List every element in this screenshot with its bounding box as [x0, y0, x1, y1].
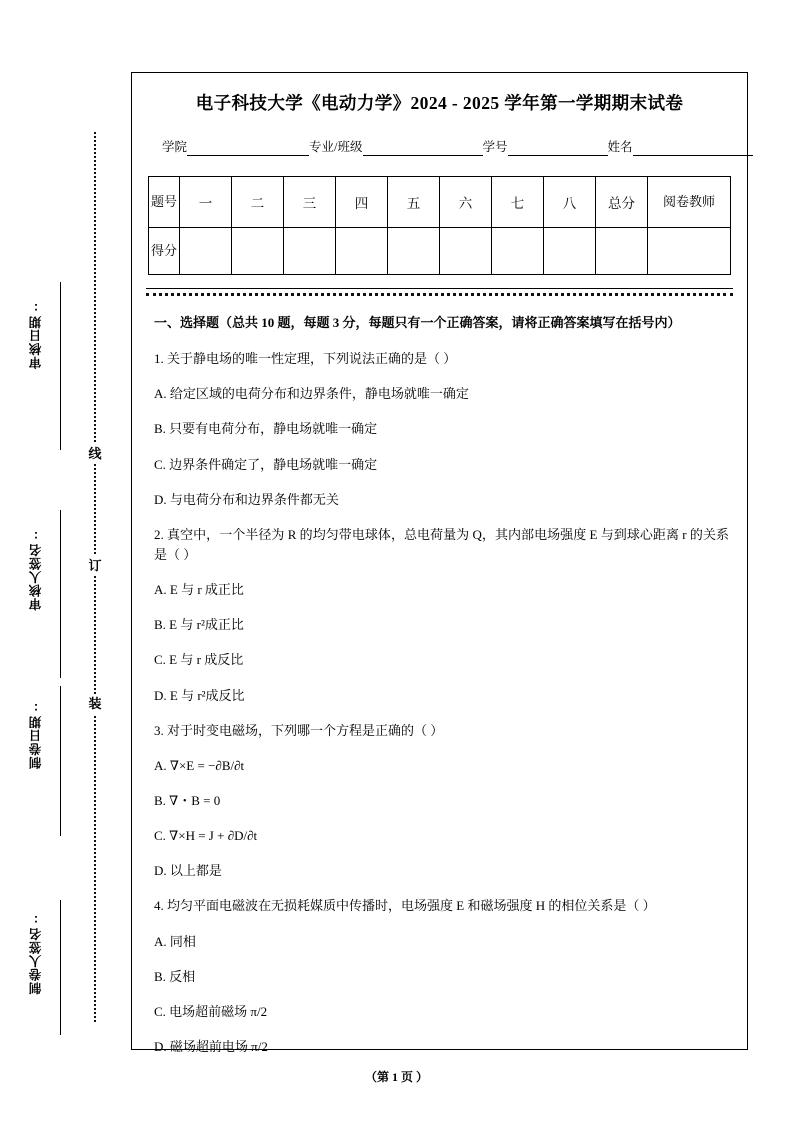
question-4-option-a[interactable]: A. 同相	[154, 933, 196, 949]
score-col-5: 五	[388, 177, 440, 228]
question-2-stem: 2. 真空中，一个半径为 R 的均匀带电球体，总电荷量为 Q，其内部电场强度 E 与到球心距离 r 的关系是（ ）	[154, 526, 729, 562]
question-3-option-d[interactable]: D. 以上都是	[154, 863, 222, 879]
field-major-class-input[interactable]	[363, 142, 483, 156]
score-col-4: 四	[336, 177, 388, 228]
score-table-header-row	[149, 177, 731, 228]
question-4-option-b[interactable]: B. 反相	[154, 968, 196, 984]
question-2-option-d[interactable]: D. E 与 r²成反比	[154, 687, 245, 703]
question-4-option-c[interactable]: C. 电场超前磁场 π/2	[154, 1003, 268, 1019]
question-body	[154, 313, 729, 1057]
score-table-value-row	[149, 228, 731, 275]
question-1-stem: 1. 关于静电场的唯一性定理，下列说法正确的是（ ）	[154, 351, 457, 367]
score-value-1[interactable]	[180, 228, 232, 275]
score-value-5[interactable]	[388, 228, 440, 275]
question-3-option-a[interactable]: A. ∇×E = −∂B/∂t	[154, 757, 245, 773]
question-1-option-d[interactable]: D. 与电荷分布和边界条件都无关	[154, 491, 339, 507]
margin-divider-2	[60, 510, 61, 678]
field-college[interactable]	[162, 137, 309, 156]
question-3-option-c[interactable]: C. ∇×H = J + ∂D/∂t	[154, 828, 258, 844]
field-college-input[interactable]	[187, 142, 309, 156]
question-2-option-c[interactable]: C. E 与 r 成反比	[154, 652, 244, 668]
score-col-6: 六	[440, 177, 492, 228]
margin-label-preparer-signature: 制卷人签名:	[29, 912, 43, 995]
field-major-class-label: 专业/班级	[309, 140, 363, 154]
score-value-7[interactable]	[492, 228, 544, 275]
question-1-option-a[interactable]: A. 给定区域的电荷分布和边界条件，静电场就唯一确定	[154, 386, 469, 402]
field-student-id-input[interactable]	[508, 142, 608, 156]
field-name[interactable]	[608, 137, 753, 156]
margin-divider-4	[60, 900, 61, 1035]
margin-label-review-date: 审核日期:	[29, 300, 43, 369]
score-table	[148, 176, 731, 275]
field-student-id-label: 学号	[482, 140, 508, 154]
separator-solid	[146, 288, 733, 289]
margin-divider-1	[60, 282, 61, 450]
score-col-8: 八	[544, 177, 596, 228]
score-col-total: 总分	[596, 177, 648, 228]
margin-label-prepare-date: 制卷日期:	[29, 700, 43, 769]
binding-dotted-line	[94, 132, 96, 1022]
score-value-4[interactable]	[336, 228, 388, 275]
question-2-option-b[interactable]: B. E 与 r²成正比	[154, 617, 244, 633]
score-table-row-header-score: 得分	[149, 228, 180, 275]
seal-char-line: 线	[86, 444, 104, 464]
margin-label-reviewer-signature: 审核人签名:	[29, 528, 43, 611]
score-col-3: 三	[284, 177, 336, 228]
question-2-option-a[interactable]: A. E 与 r 成正比	[154, 582, 244, 598]
score-col-teacher: 阅卷教师	[648, 177, 731, 228]
score-value-total[interactable]	[596, 228, 648, 275]
field-major-class[interactable]	[309, 137, 482, 156]
seal-char-mount: 装	[86, 694, 104, 714]
score-value-2[interactable]	[232, 228, 284, 275]
score-value-3[interactable]	[284, 228, 336, 275]
question-4-option-d[interactable]: D. 磁场超前电场 π/2	[154, 1038, 268, 1054]
question-1-option-c[interactable]: C. 边界条件确定了，静电场就唯一确定	[154, 456, 378, 472]
score-value-teacher[interactable]	[648, 228, 731, 275]
question-3-stem: 3. 对于时变电磁场，下列哪一个方程是正确的（ ）	[154, 722, 444, 738]
section-heading-choice: 一、选择题（总共 10 题，每题 3 分，每题只有一个正确答案，请将正确答案填写在括号内）	[154, 315, 681, 330]
score-col-7: 七	[492, 177, 544, 228]
question-3-option-b[interactable]: B. ∇・B = 0	[154, 792, 221, 808]
page-number-footer: （第 1 页 ）	[364, 1070, 428, 1084]
margin-divider-3	[60, 686, 61, 836]
score-table-row-header-number: 题号	[149, 177, 180, 228]
question-1-option-b[interactable]: B. 只要有电荷分布，静电场就唯一确定	[154, 421, 378, 437]
question-4-stem: 4. 均匀平面电磁波在无损耗媒质中传播时，电场强度 E 和磁场强度 H 的相位关系是（ ）	[154, 898, 656, 914]
score-col-2: 二	[232, 177, 284, 228]
field-college-label: 学院	[162, 140, 188, 154]
exam-paper-frame	[131, 72, 748, 1054]
student-info-line	[162, 137, 725, 156]
binding-margin	[0, 0, 131, 1122]
exam-title: 电子科技大学《电动力学》2024 - 2025 学年第一学期期末试卷	[195, 93, 684, 113]
separator-dotted	[146, 293, 733, 296]
field-name-input[interactable]	[633, 142, 753, 156]
field-student-id[interactable]	[483, 137, 608, 156]
score-col-1: 一	[180, 177, 232, 228]
field-name-label: 姓名	[607, 140, 633, 154]
seal-char-bind: 订	[86, 556, 104, 576]
score-value-6[interactable]	[440, 228, 492, 275]
score-value-8[interactable]	[544, 228, 596, 275]
